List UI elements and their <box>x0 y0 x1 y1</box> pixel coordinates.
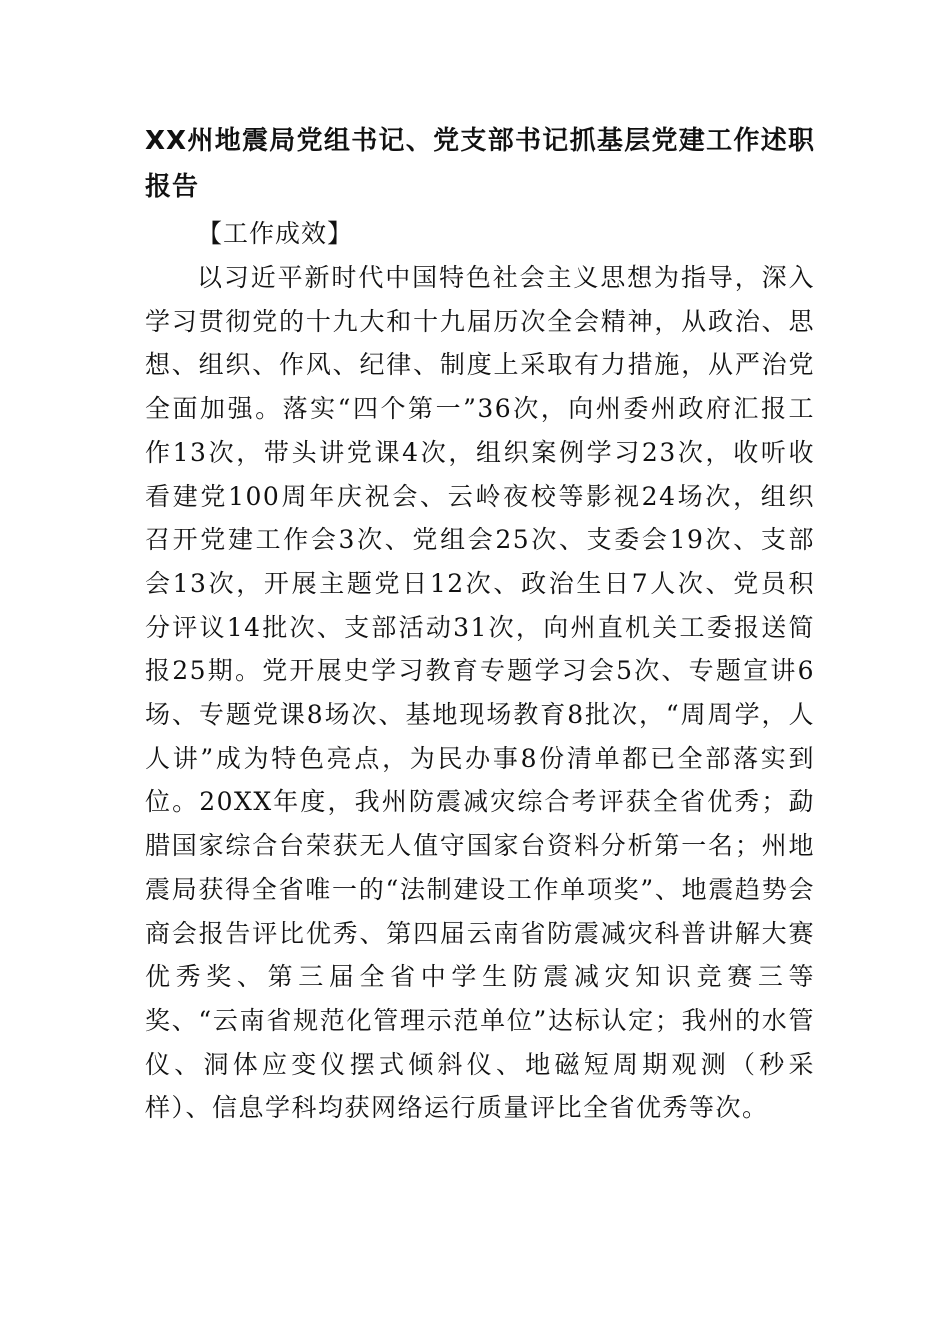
section-heading: 【工作成效】 <box>197 219 354 248</box>
body-paragraph: 以习近平新时代中国特色社会主义思想为指导，深入学习贯彻党的十九大和十九届历次全会精神，从政治、思想、组织、作风、纪律、制度上采取有力措施，从严治党全面加强。落实“四个第一”36次，向州委州政府汇报工作13次，带头讲党课4次，组织案例学习23次，收听收看建党100周年庆祝会、云岭夜校等影视24场次，组织召开党建工作会3次、党组会25次、支委会19次、支部会13次，开展主题党日12次、政治生日7人次、党员积分评议14批次、支部活动31次，向州直机关工委报送简报25期。党开展史学习教育专题学习会5次、专题宣讲6场、专题党课8场次、基地现场教育8批次，“周周学，人人讲”成为特色亮点，为民办事8份清单都已全部落实到位。20XX年度，我州防震减灾综合考评获全省优秀；勐腊国家综合台荣获无人值守国家台资料分析第一名；州地震局获得全省唯一的“法制建设工作单项奖”、地震趋势会商会报告评比优秀、第四届云南省防震减灾科普讲解大赛优秀奖、第三届全省中学生防震减灾知识竞赛三等奖、“云南省规范化管理示范单位”达标认定；我州的水管仪、洞体应变仪摆式倾斜仪、地磁短周期观测（秒采样）、信息学科均获网络运行质量评比全省优秀等次。 <box>145 263 815 1123</box>
document-title: XX州地震局党组书记、党支部书记抓基层党建工作述职报告 <box>145 126 815 202</box>
document-page <box>145 118 815 1130</box>
